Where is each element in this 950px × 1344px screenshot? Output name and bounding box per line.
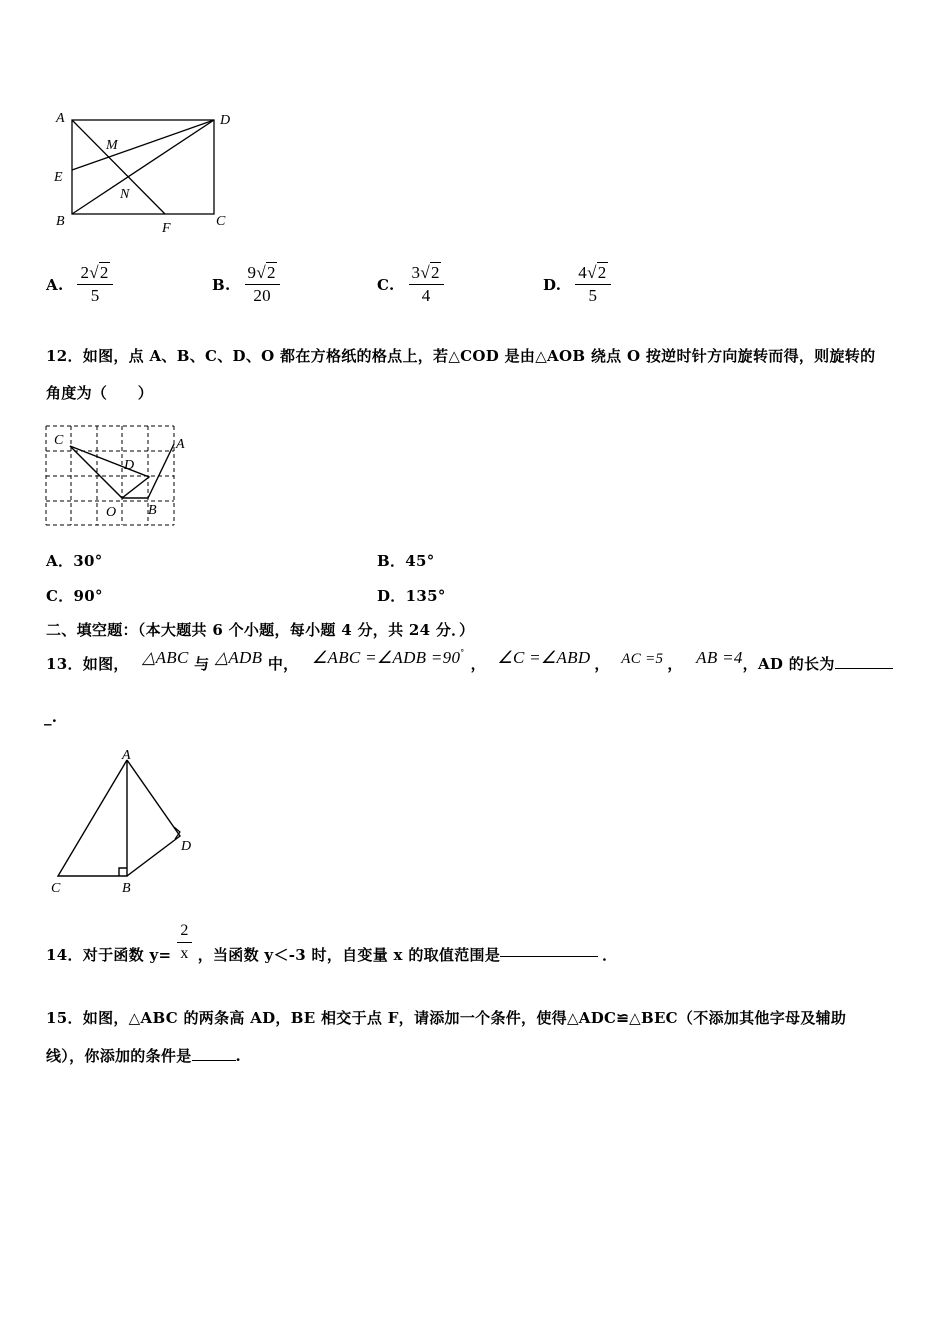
q12-line2: 角度为（ ） [46,384,154,402]
q13-tail: _. [44,708,58,726]
label-m: M [106,138,118,153]
label-d: D [124,458,135,473]
label-b: B [148,503,157,518]
label-c: C [54,433,64,448]
fraction: $\frac{2√2}{5}$ [77,262,112,307]
label-a: A [122,748,131,763]
answer-blank[interactable] [192,1060,236,1061]
q12-option-c[interactable]: C．90° [46,587,103,605]
q12-option-a[interactable]: A．30° [46,552,103,570]
rectangle-figure [48,108,248,238]
triangle-abc [58,760,127,876]
fraction: $\frac{4√2}{5}$ [575,262,610,307]
triangle-adb [127,760,180,876]
q12-line1: 12．如图，点 A、B、C、D、O 都在方格纸的格点上，若△COD 是由△AOB 绕点 O 按逆时针方向旋转而得，则旋转的 [46,347,876,365]
right-angle-b [119,868,127,876]
triangle-cod [70,446,149,498]
label-d: D [220,113,231,128]
segment-ed [72,120,214,170]
label-a: A [56,111,65,126]
label-b: B [122,881,131,896]
fraction: $\frac{3√2}{4}$ [409,262,444,307]
q13-line: 13．如图， △ABC 与 △ADB 中， ∠ABC =∠ADB =90°， ∠C =∠ABD ， AC =5 ， AB =4，AD 的长为 [46,646,893,676]
segment-bd [72,120,214,214]
label-o: O [106,505,117,520]
q15-line2: 线），你添加的条件是 . [46,1047,242,1065]
section-heading: 二、填空题：（本大题共 6 个小题，每小题 4 分，共 24 分．） [46,621,475,639]
fraction: $\frac{2}{x}$ [177,920,191,965]
label-e: E [54,170,63,185]
label-f: F [162,221,171,236]
q12-option-b[interactable]: B．45° [377,552,435,570]
label-c: C [216,214,226,229]
q11-option-b[interactable]: B. $\frac{9√2}{20}$ [212,262,280,307]
label-n: N [120,187,130,202]
label-b: B [56,214,65,229]
segment-af [72,120,165,214]
label-c: C [51,881,61,896]
q15-line1: 15．如图，△ABC 的两条高 AD，BE 相交于点 F，请添加一个条件，使得△ADC≌△BEC（不添加其他字母及辅助 [46,1009,847,1027]
answer-blank[interactable] [500,956,598,957]
q14-line: 14．对于函数 y= $\frac{2}{x}$ ，当函数 y＜-3 时，自变量 x 的取值范围是 ． [46,922,618,964]
fraction: $\frac{9√2}{20}$ [245,262,280,307]
triangle-figure [42,744,212,904]
q11-option-a[interactable]: A. $\frac{2√2}{5}$ [46,262,113,307]
label-a: A [176,437,185,452]
q12-option-d[interactable]: D．135° [377,587,446,605]
q11-option-d[interactable]: D. $\frac{4√2}{5}$ [543,262,611,307]
q11-option-c[interactable]: C. $\frac{3√2}{4}$ [377,262,444,307]
grid-figure [40,420,200,532]
label-d: D [181,839,192,854]
answer-blank[interactable] [835,668,893,669]
